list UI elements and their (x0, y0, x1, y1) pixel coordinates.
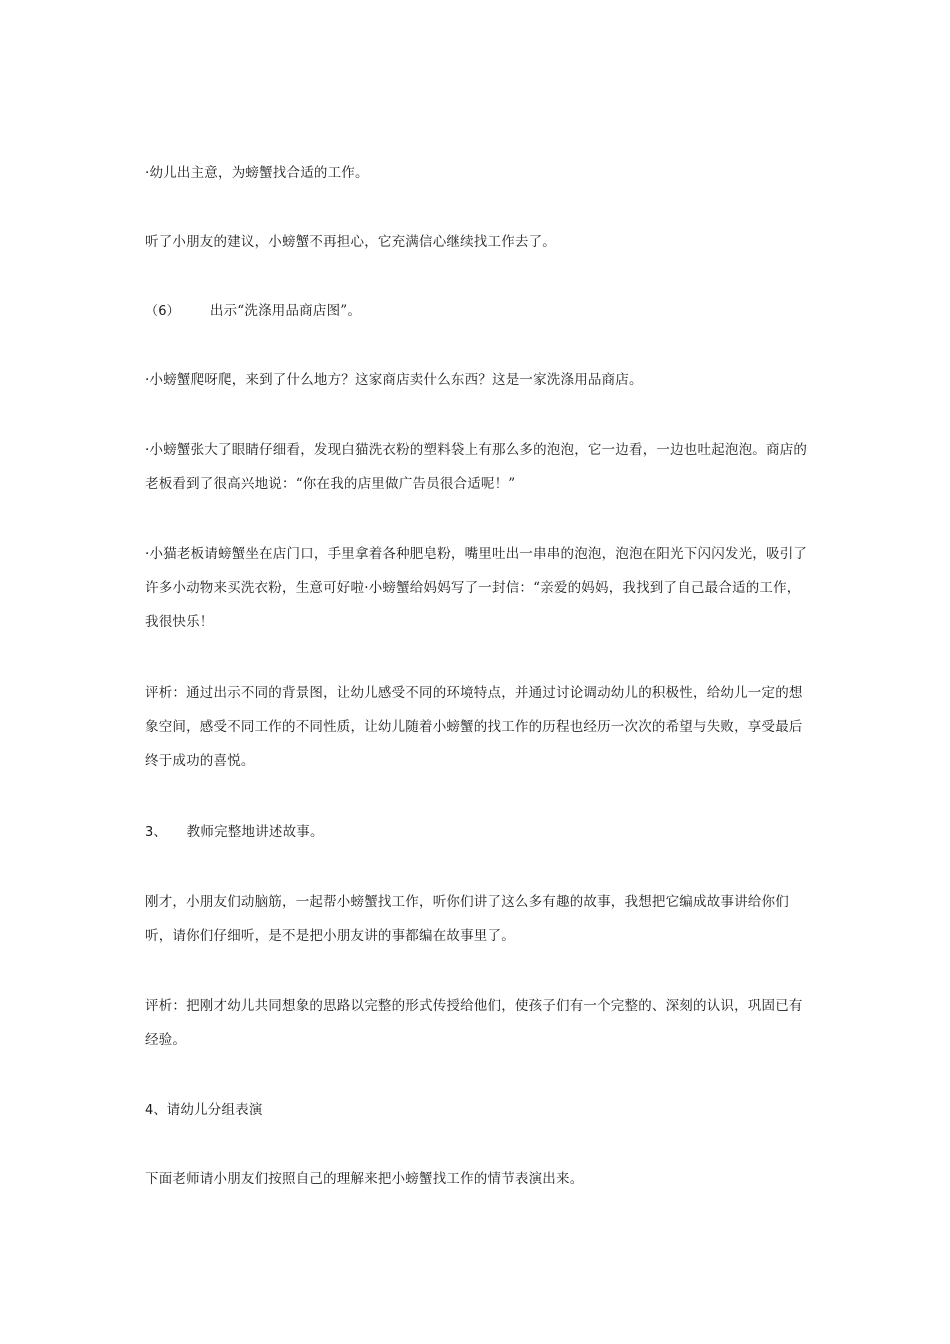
section-title: 请幼儿分组表演 (166, 1102, 263, 1118)
paragraph-text: ·小猫老板请螃蟹坐在店门口，手里拿着各种肥皂粉，嘴里吐出一串串的泡泡，泡泡在阳光下闪闪发光，吸引了许多小动物来买洗衣粉，生意可好啦·小螃蟹给妈妈写了一封信：“亲爱的妈妈，我找到了自己最合适的工作，我很快乐！ (145, 546, 808, 630)
paragraph-text: ·小螃蟹张大了眼睛仔细看，发现白猫洗衣粉的塑料袋上有那么多的泡泡，它一边看，一边也吐起泡泡。商店的老板看到了很高兴地说：“你在我的店里做广告员很合适呢！” (145, 442, 808, 492)
paragraph-text: 评析：把刚才幼儿共同想象的思路以完整的形式传授给他们，使孩子们有一个完整的、深刻的认识，巩固已有经验。 (145, 998, 803, 1048)
paragraph-text: 听了小朋友的建议，小螃蟹不再担心，它充满信心继续找工作去了。 (145, 234, 556, 250)
paragraph-crab-arrives (145, 363, 810, 397)
paragraph-performance (145, 1162, 810, 1196)
paragraph-analysis-1 (145, 676, 810, 778)
section-number: 4、 (145, 1103, 167, 1118)
section-heading-6 (145, 294, 810, 329)
paragraph-text: 刚才，小朋友们动脑筋，一起帮小螃蟹找工作，听你们讲了这么多有趣的故事，我想把它编成故事讲给你们听，请你们仔细听，是不是把小朋友讲的事都编在故事里了。 (145, 894, 789, 944)
paragraph-text: 下面老师请小朋友们按照自己的理解来把小螃蟹找工作的情节表演出来。 (145, 1171, 584, 1187)
section-title: 教师完整地讲述故事。 (186, 824, 324, 840)
section-number: （6） (145, 304, 180, 319)
section-heading-4 (145, 1093, 810, 1128)
paragraph-teacher-story (145, 885, 810, 953)
paragraph-analysis-2 (145, 989, 810, 1057)
paragraph-text: ·小螃蟹爬呀爬，来到了什么地方？这家商店卖什么东西？这是一家洗涤用品商店。 (145, 372, 643, 388)
paragraph-crab-confident (145, 225, 810, 259)
paragraph-cat-owner (145, 537, 810, 639)
paragraph-kids-suggest (145, 156, 810, 190)
section-title: 出示“洗涤用品商店图”。 (209, 303, 362, 319)
paragraph-text: 评析：通过出示不同的背景图，让幼儿感受不同的环境特点，并通过讨论调动幼儿的积极性，给幼儿一定的想象空间，感受不同工作的不同性质，让幼儿随着小螃蟹的找工作的历程也经历一次次的希望与失败，享受最后终于成功的喜悦。 (145, 685, 803, 769)
paragraph-crab-bubbles (145, 433, 810, 501)
section-number: 3、 (145, 825, 167, 840)
section-heading-3 (145, 815, 810, 850)
paragraph-text: ·幼儿出主意，为螃蟹找合适的工作。 (145, 165, 369, 181)
